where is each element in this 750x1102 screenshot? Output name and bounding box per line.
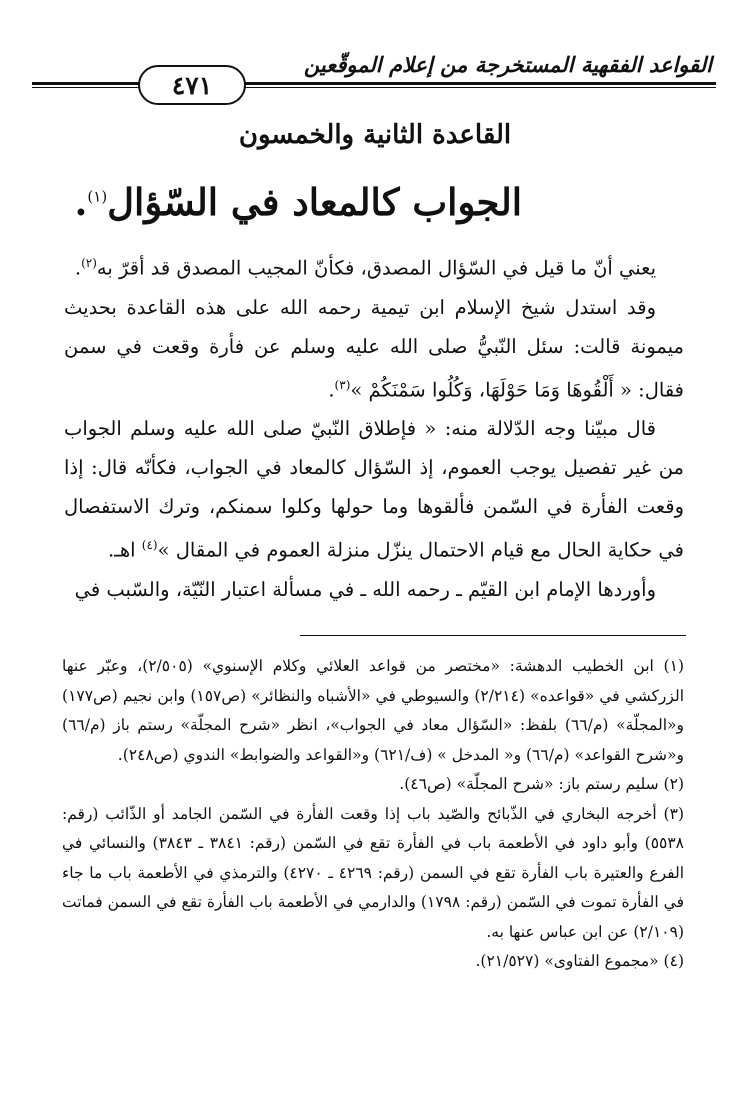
footnote-separator: [300, 635, 686, 636]
body-paragraph: [64, 244, 684, 288]
paragraph-tail: .: [74, 256, 82, 280]
paragraph-text: قال مبيّنا وجه الدّلالة منه: « فإطلاق النّبيّ صلى الله عليه وسلم الجواب من غير تفصيل يوجب العموم، إذ السّؤال كالمعاد في الجواب، فكأنّه قال: إذا وقعت الفأرة في السّمن فألقوها وما حولها وكلوا سمنكم، وترك الاستفصال في حكاية الحال مع قيام الاحتمال ينزّل منزلة العموم في المقال »: [64, 417, 684, 562]
footnote-ref: (٣): [334, 377, 351, 392]
page-number: ٤٧١: [138, 65, 246, 105]
paragraph-tail: .: [328, 378, 335, 401]
body-paragraph: [64, 409, 684, 570]
footnote: (٢) سليم رستم باز: «شرح المجلّة» (ص٤٦).: [399, 775, 684, 793]
footnote: (١) ابن الخطيب الدهشة: «مختصر من قواعد العلائي وكلام الإسنوي» (٢/٥٠٥)، وعبّر عنها الزركشي في «قواعده» (٢/٢١٤) والسيوطي في «الأشباه والنظائر» (ص١٥٧) وابن نجيم (ص١٧٧) و«المجلّة» (م/٦٦) بلفظ: «السّؤال معاد في الجواب»، انظر «شرح المجلّة» رستم باز (م/٦٦) و«شرح القواعد» (م/٦٦) و« المدخل » (ف/٦٢١) و«القواعد والضوابط» الندوي (ص٢٤٨).: [62, 657, 685, 764]
header-rule: [32, 82, 716, 88]
paragraph-text: وقد استدل شيخ الإسلام ابن تيمية رحمه الله على هذه القاعدة بحديث ميمونة قالت: سئل النّبيُّ صلى الله عليه وسلم عن فأرة وقعت في سمن فقال: « أَلْقُوهَا وَمَا حَوْلَهَا، وَكُلُوا سَمْنَكُمْ »: [64, 295, 684, 401]
footnote: (٣) أخرجه البخاري في الذّبائح والصّيد باب إذا وقعت الفأرة في السّمن الجامد أو الذّائب (رقم: ٥٥٣٨) وأبو داود في الأطعمة باب في الفأرة تقع في السّمن (رقم: ٣٨٤١ ـ ٣٨٤٣) والنسائي في الفرع والعتيرة باب الفأرة تقع في السمن (رقم: ٤٢٦٩ ـ ٤٢٧٠) والترمذي في الأطعمة باب ما جاء في الفأرة تموت في السّمن (رقم: ١٧٩٨) والدارمي في الأطعمة باب الفأرة تقع في السمن فماتت (٢/١٠٩) عن ابن عباس عنها به.: [62, 804, 685, 941]
footnote-ref: (١): [87, 187, 108, 206]
footnotes: [62, 652, 684, 977]
paragraph-tail: اهـ.: [107, 538, 142, 562]
paragraph-text: يعني أنّ ما قيل في السّؤال المصدق، فكأنّ المجيب المصدق قد أقرّ به: [96, 256, 656, 280]
footnote-ref: (٤): [141, 538, 158, 552]
footnote-ref: (٢): [81, 256, 97, 270]
rule-statement-text: الجواب كالمعاد في السّؤال: [107, 180, 522, 224]
paragraph-text: وأوردها الإمام ابن القيّم ـ رحمه الله ـ في مسألة اعتبار النّيّة، والسّبب في: [74, 577, 656, 601]
body-paragraph: [64, 288, 684, 410]
body-paragraph: [64, 570, 684, 609]
running-title: القواعد الفقهية المستخرجة من إعلام الموقّعين: [303, 52, 712, 77]
rule-statement: الجواب كالمعاد في السّؤال$^{(١)}$.: [74, 180, 522, 224]
footnote: (٤) «مجموع الفتاوى» (٢١/٥٢٧).: [475, 952, 684, 970]
body-text: [64, 244, 684, 609]
rule-title: القاعدة الثانية والخمسون: [238, 120, 512, 150]
